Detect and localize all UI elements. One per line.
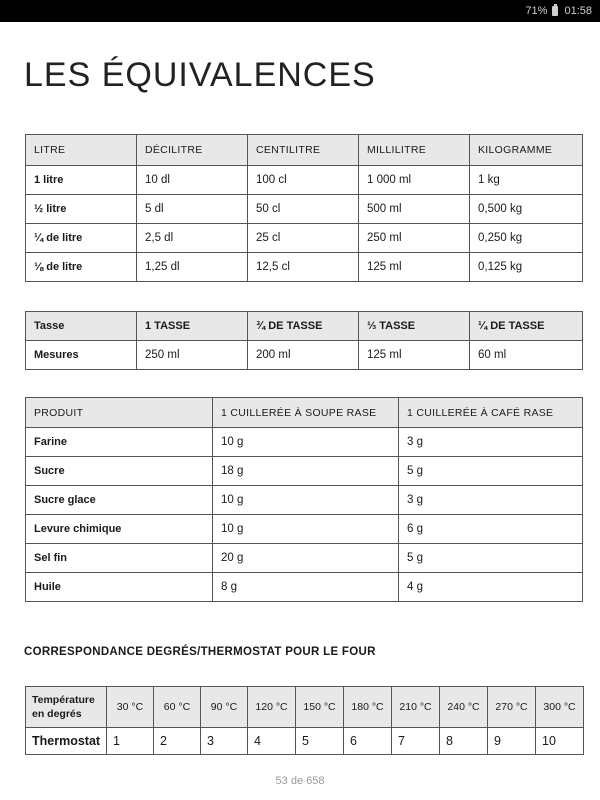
table-cell: 240 °C xyxy=(440,687,488,728)
table-cell: 6 xyxy=(344,728,392,755)
table-cell: 7 xyxy=(392,728,440,755)
column-header: DÉCILITRE xyxy=(137,135,248,166)
table-cell: 1 xyxy=(107,728,154,755)
row-header: Thermostat xyxy=(26,728,107,755)
table-cell: 5 g xyxy=(399,544,583,573)
column-header: ¾ DE TASSE xyxy=(248,312,359,341)
column-header: MILLILITRE xyxy=(359,135,470,166)
column-header: CENTILITRE xyxy=(248,135,359,166)
table-cell: 10 g xyxy=(213,428,399,457)
column-header: ¼ DE TASSE xyxy=(470,312,583,341)
table-cell: 150 °C xyxy=(296,687,344,728)
table-row xyxy=(26,687,584,728)
table-cell: 100 cl xyxy=(248,166,359,195)
spoon-equivalence-table xyxy=(25,397,583,602)
column-header: 1 TASSE xyxy=(137,312,248,341)
table-header-row xyxy=(26,135,583,166)
table-cell: 5 dl xyxy=(137,195,248,224)
table-cell: 20 g xyxy=(213,544,399,573)
table-row xyxy=(26,544,583,573)
table-row xyxy=(26,515,583,544)
table-cell: 10 dl xyxy=(137,166,248,195)
page-indicator: 53 de 658 xyxy=(275,775,325,787)
table-cell: 25 cl xyxy=(248,224,359,253)
row-header: ½ litre xyxy=(26,195,137,224)
table-cell: 50 cl xyxy=(248,195,359,224)
table-cell: 3 xyxy=(201,728,248,755)
table-cell: 0,250 kg xyxy=(470,224,583,253)
table-cell: 120 °C xyxy=(248,687,296,728)
column-header: LITRE xyxy=(26,135,137,166)
table-row xyxy=(26,224,583,253)
table-cell: 10 xyxy=(536,728,584,755)
battery-icon xyxy=(552,6,558,16)
table-cell: 1 000 ml xyxy=(359,166,470,195)
table-cell: 250 ml xyxy=(137,341,248,370)
table-cell: 30 °C xyxy=(107,687,154,728)
oven-section-heading: CORRESPONDANCE DEGRÉS/THERMOSTAT POUR LE FOUR xyxy=(24,646,376,658)
table-cell: 200 ml xyxy=(248,341,359,370)
table-cell: 4 xyxy=(248,728,296,755)
table-row xyxy=(26,166,583,195)
table-cell: 10 g xyxy=(213,515,399,544)
row-header: Sel fin xyxy=(26,544,213,573)
table-header-row xyxy=(26,398,583,428)
table-cell: 12,5 cl xyxy=(248,253,359,282)
table-cell: 250 ml xyxy=(359,224,470,253)
table-row xyxy=(26,341,583,370)
table-row xyxy=(26,312,583,341)
table-cell: 4 g xyxy=(399,573,583,602)
row-header: 1 litre xyxy=(26,166,137,195)
row-header: ¼ de litre xyxy=(26,224,137,253)
row-header: Huile xyxy=(26,573,213,602)
status-bar xyxy=(0,0,600,22)
table-cell: 2,5 dl xyxy=(137,224,248,253)
row-header: Mesures xyxy=(26,341,137,370)
cup-equivalence-table xyxy=(25,311,583,370)
table-cell: 210 °C xyxy=(392,687,440,728)
row-header: Sucre xyxy=(26,457,213,486)
row-header: Température en degrés xyxy=(26,687,107,728)
oven-thermostat-table xyxy=(25,686,584,755)
table-cell: 5 xyxy=(296,728,344,755)
table-cell: 9 xyxy=(488,728,536,755)
table-cell: 125 ml xyxy=(359,341,470,370)
table-cell: 125 ml xyxy=(359,253,470,282)
table-cell: 90 °C xyxy=(201,687,248,728)
table-cell: 18 g xyxy=(213,457,399,486)
volume-equivalence-table xyxy=(25,134,583,282)
table-cell: 2 xyxy=(154,728,201,755)
table-cell: 270 °C xyxy=(488,687,536,728)
table-cell: 300 °C xyxy=(536,687,584,728)
row-header: Farine xyxy=(26,428,213,457)
table-row xyxy=(26,486,583,515)
table-cell: 6 g xyxy=(399,515,583,544)
table-cell: 60 °C xyxy=(154,687,201,728)
column-header: KILOGRAMME xyxy=(470,135,583,166)
table-row xyxy=(26,253,583,282)
row-header: Sucre glace xyxy=(26,486,213,515)
row-header: Tasse xyxy=(26,312,137,341)
table-cell: 60 ml xyxy=(470,341,583,370)
table-row xyxy=(26,573,583,602)
row-header: ⅛ de litre xyxy=(26,253,137,282)
table-row xyxy=(26,728,584,755)
column-header: PRODUIT xyxy=(26,398,213,428)
clock: 01:58 xyxy=(564,5,592,17)
table-cell: 0,125 kg xyxy=(470,253,583,282)
column-header: 1 CUILLERÉE À CAFÉ RASE xyxy=(399,398,583,428)
table-cell: 3 g xyxy=(399,428,583,457)
table-cell: 500 ml xyxy=(359,195,470,224)
column-header: ⅓ TASSE xyxy=(359,312,470,341)
battery-level: 71% xyxy=(525,5,548,17)
column-header: 1 CUILLERÉE À SOUPE RASE xyxy=(213,398,399,428)
table-cell: 3 g xyxy=(399,486,583,515)
page-title: LES ÉQUIVALENCES xyxy=(24,56,376,94)
table-cell: 180 °C xyxy=(344,687,392,728)
table-cell: 1,25 dl xyxy=(137,253,248,282)
table-cell: 10 g xyxy=(213,486,399,515)
table-cell: 0,500 kg xyxy=(470,195,583,224)
table-row xyxy=(26,457,583,486)
table-cell: 5 g xyxy=(399,457,583,486)
table-cell: 1 kg xyxy=(470,166,583,195)
table-cell: 8 xyxy=(440,728,488,755)
table-cell: 8 g xyxy=(213,573,399,602)
table-row xyxy=(26,195,583,224)
table-row xyxy=(26,428,583,457)
row-header: Levure chimique xyxy=(26,515,213,544)
